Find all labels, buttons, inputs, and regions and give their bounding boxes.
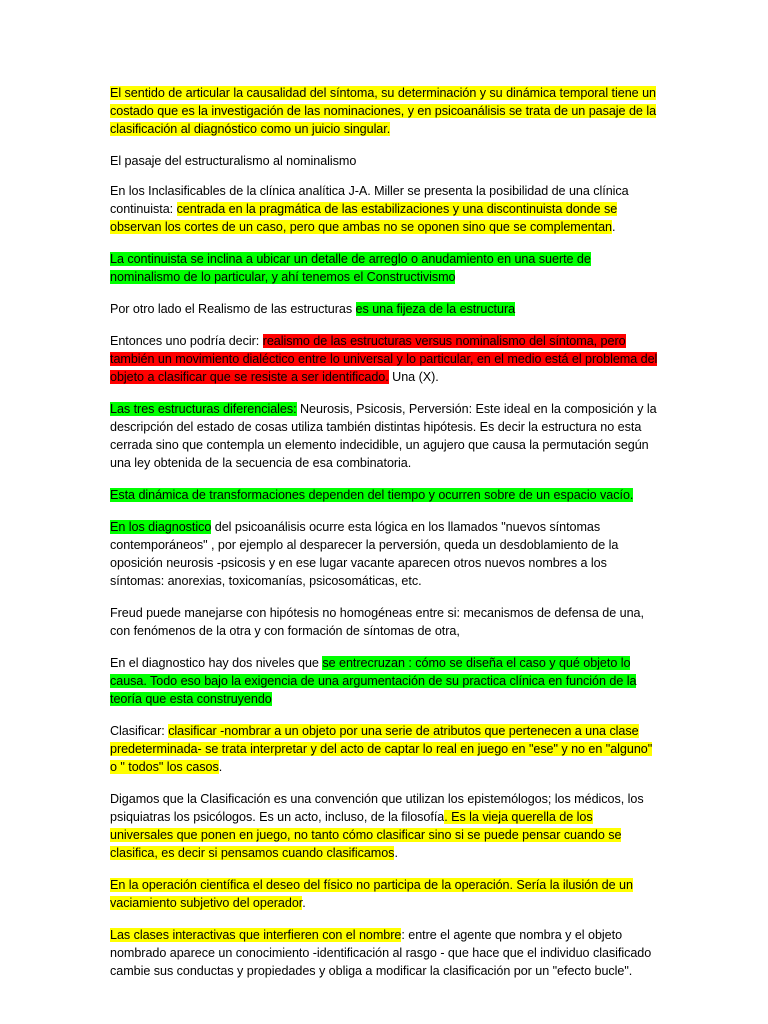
text-segment: . [218, 760, 223, 774]
text-segment: del psicoanálisis ocurre esta lógica en los llamados "nuevos síntomas contemporáneos" , por ejemplo al desparecer la perversión, queda un desdoblamiento de la oposición neurosis -psicosis y en ese lugar vacante aparecen otros nuevos nombres a los síntomas: anorexias, toxicomanías, psicosomáticas, etc. [110, 520, 619, 588]
highlight-green: La continuista se inclina a ubicar un detalle de arreglo o anudamiento en una suerte de nominalismo de lo particular, y ahí tenemos el Constructivismo [110, 252, 591, 284]
text-segment: Freud puede manejarse con hipótesis no homogéneas entre si: mecanismos de defensa de una, con fenómenos de la otra y con formación de síntomas de otra, [110, 606, 644, 638]
text-segment: En los Inclasificables de la clínica analítica J-A. Miller se presenta la posibilidad de una clínica continuista: [110, 184, 629, 216]
text-segment: . [394, 846, 398, 860]
section-title [110, 152, 658, 170]
highlight-red: realismo de las estructuras versus nominalismo del síntoma, pero también un movimiento dialéctico entre lo universal y lo particular, en el medio está el problema del objeto a clasificar que se resiste a ser identificado. [110, 334, 658, 384]
paragraph [110, 654, 658, 708]
paragraph [110, 332, 658, 386]
text-segment: . [302, 896, 306, 910]
text-segment: Neurosis, Psicosis, Perversión: Este ideal en la composición y la descripción del estado de cosas utiliza también distintas hipótesis. Es decir la estructura no esta cerrada sino que contempla un elemento indecidible, un agujero que causa la permutación según una ley obtenida de la secuencia de esa combinatoria. [110, 402, 657, 470]
text-segment: Por otro lado el Realismo de las estructuras [110, 302, 356, 316]
highlight-green: se entrecruzan : cómo se diseña el caso y qué objeto lo causa. Todo eso bajo la exigencia de una argumentación de su practica clínica en función de la teoría que esta construyendo [110, 656, 637, 706]
paragraph [110, 182, 658, 236]
paragraph [110, 400, 658, 472]
paragraph [110, 518, 658, 590]
highlight-yellow: En la operación científica el deseo del físico no participa de la operación. Sería la ilusión de un vaciamiento subjetivo del operador [110, 878, 633, 910]
text-segment: En el diagnostico hay dos niveles que [110, 656, 323, 670]
text-segment: Digamos que la Clasificación es una convención que utilizan los epistemólogos; los médicos, los psiquiatras los psicólogos. Es un acto, incluso, de la filosofía [110, 792, 644, 824]
text-segment: : entre el agente que nombra y el objeto nombrado aparece un conocimiento -identificación al rasgo - que hace que el individuo clasificado cambie sus conductas y propiedades y obliga a modificar la clasificación por un "efecto bucle". [110, 928, 652, 978]
highlight-green: En los diagnostico [110, 520, 212, 534]
document-body [110, 84, 658, 994]
highlight-green: Esta dinámica de transformaciones dependen del tiempo y ocurren sobre de un espacio vacío. [110, 488, 634, 502]
highlight-yellow: . Es la vieja querella de los universales que ponen en juego, no tanto cómo clasificar sino si se puede pensar cuando se clasifica, es decir si pensamos cuando clasificamos [110, 810, 622, 860]
paragraph [110, 604, 658, 640]
paragraph [110, 486, 658, 504]
highlight-yellow: centrada en la pragmática de las estabilizaciones y una discontinuista donde se observan los cortes de un caso, pero que ambas no se oponen sino que se complementan [110, 202, 618, 234]
highlight-green: es una fijeza de la estructura [355, 302, 516, 316]
paragraph [110, 722, 658, 776]
text-segment: Entonces uno podría decir: [110, 334, 263, 348]
text-segment: Una (X). [388, 370, 439, 384]
paragraph [110, 876, 658, 912]
text-segment: El pasaje del estructuralismo al nominalismo [110, 154, 357, 168]
highlight-green: Las tres estructuras diferenciales: [110, 402, 297, 416]
highlight-yellow: El sentido de articular la causalidad del síntoma, su determinación y su dinámica temporal tiene un costado que es la investigación de las nominaciones, y en psicoanálisis se trata de un pasaje de la clasificación al diagnóstico como un juicio singular. [110, 86, 657, 136]
paragraph [110, 790, 658, 862]
text-segment: . [611, 220, 616, 234]
highlight-yellow: clasificar -nombrar a un objeto por una serie de atributos que pertenecen a una clase predeterminada- se trata interpretar y del acto de captar lo real en juego en "ese" y no en "alguno" o " todos" los casos [110, 724, 653, 774]
text-segment: Clasificar: [110, 724, 169, 738]
paragraph [110, 250, 658, 286]
paragraph [110, 926, 658, 980]
paragraph [110, 84, 658, 138]
highlight-yellow: Las clases interactivas que interfieren con el nombre [110, 928, 402, 942]
paragraph [110, 300, 658, 318]
